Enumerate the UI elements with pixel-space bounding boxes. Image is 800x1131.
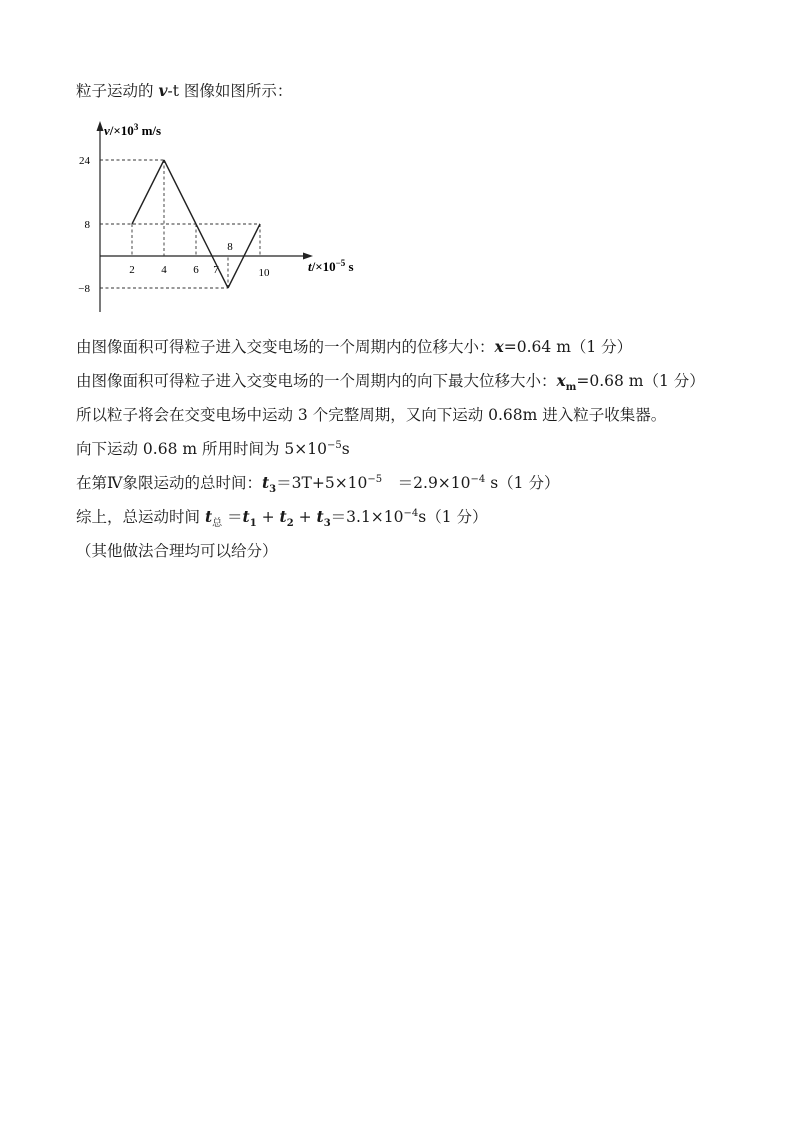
line-text-end: s（1 分） bbox=[418, 508, 488, 526]
line-text: 所以粒子将会在交变电场中运动 3 个完整周期，又向下运动 0.68m 进入粒子收集器。 bbox=[76, 406, 667, 424]
line-text: ＝3.1×10 bbox=[330, 508, 404, 526]
series-segment bbox=[132, 160, 164, 224]
symbol-subscript: 3 bbox=[323, 518, 331, 530]
x-axis-label bbox=[308, 258, 354, 274]
line-text: 在第Ⅳ象限运动的总时间： bbox=[76, 474, 262, 492]
x-axis-label-exp: −5 bbox=[335, 258, 346, 268]
line-text: 向下运动 0.68 m 所用时间为 5×10 bbox=[76, 440, 327, 458]
y-tick-label: −8 bbox=[78, 283, 90, 295]
y-axis-arrow bbox=[97, 121, 104, 131]
line-text: （其他做法合理均可以给分） bbox=[76, 542, 278, 560]
x-tick-label: 8 bbox=[227, 241, 233, 253]
x-axis-label-rest: /×10 bbox=[311, 259, 336, 274]
text-line-2 bbox=[76, 370, 705, 392]
y-axis-label-unit: m/s bbox=[138, 123, 162, 138]
symbol-x: x bbox=[494, 337, 504, 356]
line-text: ＝2.9×10 bbox=[382, 474, 471, 492]
intro-text-end: -t 图像如图所示： bbox=[167, 82, 293, 100]
text-line-4 bbox=[76, 438, 350, 460]
exponent: −5 bbox=[327, 439, 342, 451]
vt-chart bbox=[60, 112, 380, 317]
intro-text: 粒子运动的 bbox=[76, 82, 159, 100]
symbol-x: x bbox=[556, 371, 566, 390]
dashed-guides bbox=[100, 160, 260, 288]
x-tick-label: 10 bbox=[258, 267, 270, 279]
exponent: −5 bbox=[367, 473, 383, 485]
line-text: 由图像面积可得粒子进入交变电场的一个周期内的向下最大位移大小： bbox=[76, 372, 557, 390]
line-text: 由图像面积可得粒子进入交变电场的一个周期内的位移大小： bbox=[76, 338, 495, 356]
line-text-end: s bbox=[341, 440, 350, 458]
y-axis-label-var: v bbox=[104, 123, 110, 138]
y-axis-label-rest: /×10 bbox=[109, 123, 134, 138]
line-text-end: =0.64 m（1 分） bbox=[503, 338, 633, 356]
symbol-t: t bbox=[204, 507, 213, 526]
intro-var: v bbox=[158, 81, 168, 100]
y-tick-label: 24 bbox=[79, 155, 90, 167]
plus-sign: + bbox=[256, 508, 280, 526]
text-line-7 bbox=[76, 540, 278, 562]
exponent: −4 bbox=[470, 473, 486, 485]
y-axis-label-exp: 3 bbox=[133, 122, 139, 132]
line-text-end: s（1 分） bbox=[485, 474, 560, 492]
x-axis-label-var: t bbox=[308, 259, 312, 274]
symbol-t: t bbox=[316, 507, 324, 526]
x-tick-label: 2 bbox=[129, 264, 135, 276]
symbol-subscript: 3 bbox=[269, 484, 277, 496]
intro-line bbox=[76, 80, 292, 102]
line-text: ＝ bbox=[222, 508, 243, 526]
symbol-subscript: 1 bbox=[249, 518, 257, 530]
symbol-t: t bbox=[242, 507, 250, 526]
x-axis-label-unit: s bbox=[345, 259, 354, 274]
y-axis-label bbox=[104, 122, 161, 138]
line-text: 综上，总运动时间 bbox=[76, 508, 205, 526]
y-tick-label: 8 bbox=[84, 219, 90, 231]
symbol-subscript: 总 bbox=[212, 518, 223, 530]
symbol-subscript: m bbox=[565, 382, 577, 394]
text-line-6 bbox=[76, 506, 488, 528]
exponent: −4 bbox=[403, 507, 419, 519]
x-tick-label: 4 bbox=[161, 264, 167, 276]
symbol-t: t bbox=[279, 507, 287, 526]
text-line-1 bbox=[76, 336, 632, 358]
plus-sign: + bbox=[293, 508, 317, 526]
x-tick-label: 6 bbox=[193, 264, 199, 276]
series-segment bbox=[164, 160, 196, 224]
text-line-3 bbox=[76, 404, 666, 426]
symbol-t: t bbox=[262, 473, 270, 492]
line-text-end: =0.68 m（1 分） bbox=[576, 372, 705, 390]
text-line-5 bbox=[76, 472, 559, 494]
line-text: ＝3T+5×10 bbox=[276, 474, 368, 492]
symbol-subscript: 2 bbox=[286, 518, 294, 530]
x-tick-label: 7 bbox=[213, 264, 219, 276]
